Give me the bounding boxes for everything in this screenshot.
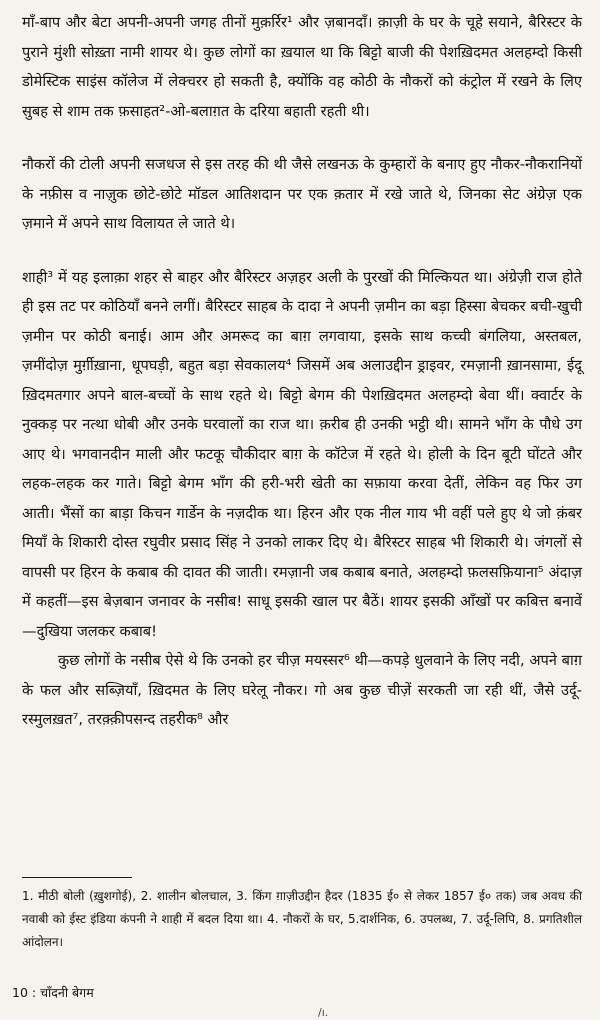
page-folio: 10 : चाँदनी बेगम — [12, 985, 94, 1000]
footnotes — [22, 885, 582, 954]
footnote-rule — [22, 877, 132, 878]
footnote-text: 1. मीठी बोली (ख़ुशगोई), 2. शालीन बोलचाल, 3. किंग ग़ाज़ीउद्दीन हैदर (1835 ई० से लेकर 1857 ई० तक) जब अवध की नवाबी को ईस्ट इंडिया कंपनी ने शाही में बदल दिया था। 4. नौकरों के घर, 5.दार्शनिक, 6. उपलब्ध, 7. उर्दू-लिपि, 8. प्रगतिशील आंदोलन। — [22, 889, 582, 949]
paragraph-2: नौकरों की टोली अपनी सजधज से इस तरह की थी जैसे लखनऊ के कुम्हारों के बनाए हुए नौकर-नौकरानियों के नफ़ीस व नाज़ुक छोटे-छोटे मॉडल आतिशदान पर एक क़तार में रखे जाते थे, जिनका सेट अंग्रेज़ एक ज़माने में अपने साथ विलायत ले जाते थे। — [22, 156, 582, 232]
margin-mark: /ı. — [318, 1006, 329, 1019]
paragraph-1: माँ-बाप और बेटा अपनी-अपनी जगह तीनों मुक़र्रिर¹ और ज़बानदाँ। क़ाज़ी के घर के चूहे सयाने, बैरिस्टर के पुराने मुंशी सोख़्ता नामी शायर थे। कुछ लोगों का ख़याल था कि बिट्टो बाजी की पेशख़िदमत अलहम्दो किसी डोमेस्टिक साइंस कॉलेज में लेक्चरर हो सकती है, क्योंकि वह कोठी के नौकरों को कंट्रोल में रखने के लिए सुबह से शाम तक फ़साहत²-ओ-बलाग़त के दरिया बहाती रहती थी। — [22, 14, 582, 120]
paragraph-3: शाही³ में यह इलाक़ा शहर से बाहर और बैरिस्टर अज़हर अली के पुरखों की मिल्कियत था। अंग्रेज़ी राज होते ही इस तट पर कोठियाँ बनने लगीं। बैरिस्टर साहब के दादा ने अपनी ज़मीन का बड़ा हिस्सा बेचकर बची-खुची ज़मीन पर कोठी बनाई। आम और अमरूद का बाग़ लगवाया, इसके साथ कच्ची बंगलिया, अस्तबल, ज़मींदोज़ मुर्ग़ीख़ाना, धूपघड़ी, बहुत बड़ा सेवकालय⁴ जिसमें अब अलाउद्दीन ड्राइवर, रमज़ानी ख़ानसामा, ईदू ख़िदमतगार अपने बाल-बच्चों के साथ रहते थे। बिट्टो बेगम की पेशख़िदमत अलहम्दो बेवा थीं। क्वार्टर के नुक्कड़ पर नत्था धोबी और उनके घरवालों का राज था। क़रीब ही उनकी भट्ठी थी। सामने भाँग के पौधे उग आए थे। भगवानदीन माली और फटकू चौकीदार बाग़ के कॉटेज में रहते थे। होली के दिन बूटी घोंटते और लहक-लहक कर गाते। बिट्टो बेगम भाँग की हरी-भरी खेती का सफ़ाया करवा देतीं, लेकिन वह फिर उग आती। भैंसों का बाड़ा किचन गार्डेन के नज़दीक था। हिरन और एक नील गाय भी वहीं पले हुए थे जो क़ंबर मियाँ के शिकारी दोस्त रघुवीर प्रसाद सिंह ने उनको लाकर दिए थे। बैरिस्टर साहब भी शिकारी थे। जंगलों से वापसी पर हिरन के कबाब की दावत की जाती। रमज़ानी जब कबाब बनाते, अलहम्दो फ़लसफ़ियाना⁵ अंदाज़ में कहतीं—इस बेज़बान जनावर के नसीब! साधू इसकी खाल पर बैठें। शायर इसकी आँखों पर कबित्त बनावें—दुखिया जलकर कबाब! — [22, 268, 582, 640]
paragraph-4: कुछ लोगों के नसीब ऐसे थे कि उनको हर चीज़ मयस्सर⁶ थी—कपड़े धुलवाने के लिए नदी, अपने बाग़ के फल और सब्ज़ियाँ, ख़िदमत के लिए घरेलू नौकर। गो अब कुछ चीज़ें सरकती जा रही थीं, जैसे उर्दू-रस्मुलख़त⁷, तरक़्क़ीपसन्द तहरीक⁸ और — [22, 652, 582, 728]
main-text — [22, 8, 582, 735]
